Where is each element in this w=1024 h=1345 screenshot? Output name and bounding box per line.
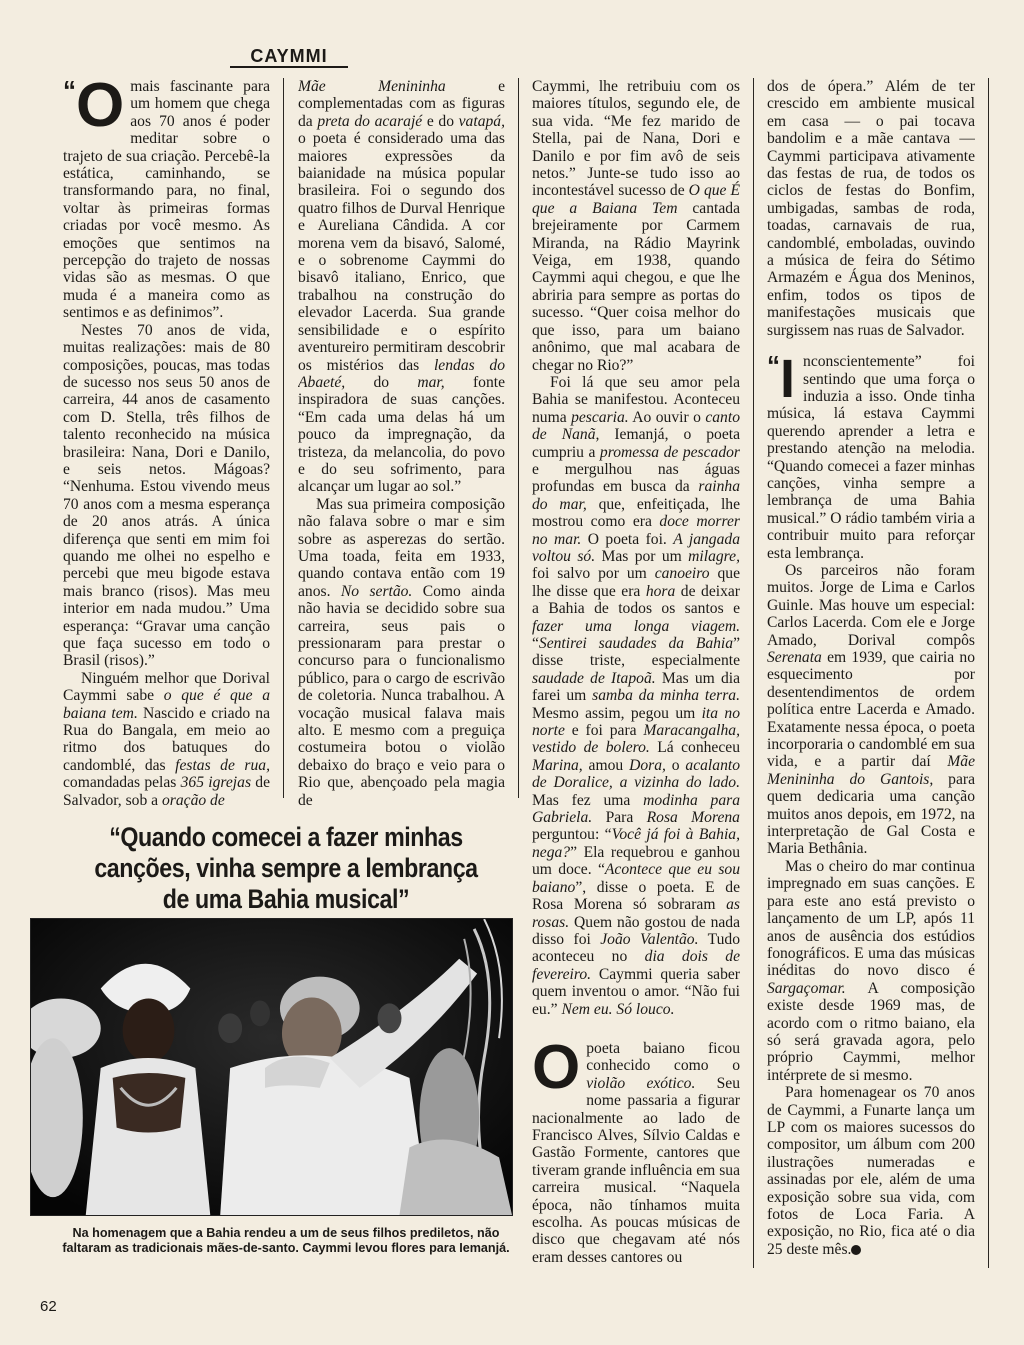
article-paragraph: Mas sua primeira composição não falava sobre o mar e sim sobre as asperezas do sertão. Uma toada, feita em 1933, quando contava então com 19 anos. No sertão. Como ainda não havia se decidido sobre sua carreira, seus pais o pressionaram para prestar o concurso para o funcionalismo público, para o cargo de escrivão de coletoria. Nunca trabalhou. A vocação musical falava mais alto. E mesmo com a preguiça costumeira botou o violão debaixo do braço e veio para o Rio que, abençoado pela magia de: [298, 495, 505, 808]
article-paragraph: Para homenagear os 70 anos de Caymmi, a Funarte lança um LP com os maiores sucessos do compositor, um álbum com 200 ilustrações numeradas e assinadas por ele, além de uma exposição sobre sua vida, com fotos de Loca Faria. A exposição, no Rio, fica até o dia 25 deste mês.: [767, 1084, 975, 1258]
article-column-2: [298, 78, 505, 808]
column-divider: [283, 78, 284, 798]
article-paragraph: “O mais fascinante para um homem que chega aos 70 anos é poder meditar sobre o trajeto de sua criação. Percebê-la estática, caminhando, se transformando para, no final, voltar às primeiras formas criadas por você mesmo. As emoções que sentimos na percepção do trajeto de nossas vidas são as mesmas. O que muda é a maneira como as sentimos e as definimos”.: [63, 78, 270, 322]
article-column-1: [63, 78, 270, 808]
photo-celebration: [30, 918, 513, 1216]
drop-cap: O: [532, 1032, 581, 1102]
column-divider: [753, 78, 754, 1268]
photo-illustration: [31, 919, 512, 1215]
article-paragraph: Os parceiros não foram muitos. Jorge de Lima e Carlos Guinle. Mas houve um especial: Carlos Lacerda. Com ele e Jorge Amado, Dorival compôs Serenata em 1939, que cairia no esquecimento por desentendimentos de ordem política entre Lacerda e Amado. Exatamente nessa época, o poeta incorporaria o candomblé em sua vida, e a partir daí Mãe Menininha do Gantois, para quem dedicaria uma canção muitos anos depois, em 1972, na interpretação de Gal Costa e Maria Bethânia.: [767, 561, 975, 858]
section-header: CAYMMI: [230, 46, 348, 68]
article-paragraph: “I nconscientemente” foi sentindo que uma força o induzia a isso. Onde tinha música, lá estava Caymmi querendo aprender a letra e prestando atenção na melodia. “Quando comecei a fazer minhas canções, vinha sempre a lembrança de uma Bahia musical.” O rádio também viria a contribuir muito para reforçar esta lembrança.: [767, 349, 975, 562]
article-column-3: [532, 78, 740, 1283]
article-paragraph: dos de ópera.” Além de ter crescido em ambiente musical em casa — o pai tocava bandolim e a mãe cantava — Caymmi participava ativamente das festas de rua, de todos os ciclos de festas do Bonfim, umbigadas, sambas de roda, toadas, carnavais de rua, candomblé, emboladas, ouvindo a música de feira do Sétimo Armazém e Água dos Meninos, enfim, todos os tipos de manifestações musicais que surgissem nas ruas de Salvador.: [767, 78, 975, 339]
article-paragraph: Nestes 70 anos de vida, muitas realizações: mais de 80 composições, poucas, mas todas de sucesso nos seus 50 anos de carreira, 44 anos de casamento com D. Stella, três filhos de talento reconhecido na música brasileira: Nana, Dori e Danilo, e seis netos. Mágoas? “Nenhuma. Estou vivendo meus 70 anos com a mesma esperança de 20 anos atrás. A única diferença que senti em mim foi quando me olhei no espelho e percebi que meu bigode estava mais branco (risos). Mas meu interior em nada mudou.” Uma esperança: “Gravar uma canção que faça sucesso em todo o Brasil (risos).”: [63, 321, 270, 670]
article-paragraph: Mas o cheiro do mar continua impregnado em suas canções. E para este ano está previsto o lançamento de um LP, após 11 anos de ausência dos estúdios fonográficos. E uma das músicas inéditas do novo disco é Sargaçomar. A composição existe desde 1969 mas, de acordo com o ritmo baiano, ela só será gravada agora, pelo próprio Caymmi, melhor intérprete de si mesmo.: [767, 857, 975, 1084]
article-paragraph: Ninguém melhor que Dorival Caymmi sabe o que é que a baiana tem. Nascido e criado na Rua do Bangala, em meio ao ritmo dos batuques do candomblé, das festas de rua, comandadas pelas 365 igrejas de Salvador, sob a oração de: [63, 669, 270, 808]
article-paragraph: Caymmi, lhe retribuiu com os maiores títulos, segundo ele, de sua vida. “Me fez marido de Stella, pai de Nana, Dori e Danilo e por fim avô de seis netos.” Junte-se tudo isso ao incontestável sucesso de O que É que a Baiana Tem cantada brejeiramente por Carmem Miranda, na Rádio Mayrink Veiga, em 1938, quando Caymmi aqui chegou, e que lhe abriria para sempre as portas do sucesso. “Quer coisa melhor do que isso, para um baiano anônimo, que mal acabara de chegar no Rio?”: [532, 78, 740, 374]
article-paragraph: O poeta baiano ficou conhecido como o violão exótico. Seu nome passaria a figurar nacionalmente ao lado de Francisco Alves, Sílvio Caldas e Gastão Formente, cantores que tiveram grande influência em sua carreira musical. “Naquela época, não tínhamos muita escolha. As poucas músicas de disco que chegavam até nós eram desses cantores ou: [532, 1032, 740, 1266]
drop-cap: “O: [63, 78, 125, 140]
page-number: 62: [40, 1298, 57, 1315]
column-divider: [518, 78, 519, 798]
column-divider: [988, 78, 989, 1268]
article-column-4: [767, 78, 975, 1283]
article-paragraph: Mãe Menininha e complementadas com as figuras da preta do acarajé e do vatapá, o poeta é considerado uma das maiores expressões da baianidade na música popular brasileira. Foi o segundo dos quatro filhos de Durval Henrique e Aureliana Cândida. A cor morena vem da bisavó, Salomé, e o sobrenome Caymmi do bisavô italiano, Enrico, que trabalhou na construção do elevador Lacerda. Sua grande sensibilidade e o espírito aventureiro permitiram descobrir os mistérios das lendas do Abaeté, do mar, fonte inspiradora de suas canções. “Em cada uma delas há um pouco da impregnação, da tristeza, da melancolia, do povo e do seu sofrimento, para alcançar um lugar ao sol.”: [298, 78, 505, 496]
article-paragraph: Foi lá que seu amor pela Bahia se manifestou. Aconteceu numa pescaria. Ao ouvir o canto de Nanã, Iemanjá, o poeta cumpriu a promessa de pescador e mergulhou nas águas profundas em busca da rainha do mar, que, enfeitiçada, lhe mostrou como era doce morrer no mar. O poeta foi. A jangada voltou só. Mas por um milagre, foi salvo por um canoeiro que lhe disse que era hora de deixar a Bahia de todos os santos e fazer uma longa viagem. “Sentirei saudades da Bahia” disse triste, especialmente saudade de Itapoã. Mas um dia farei um samba da minha terra. Mesmo assim, pegou um ita no norte e foi para Maracangalha, vestido de bolero. Lá conheceu Marina, amou Dora, o acalanto de Doralice, a vizinha do lado. Mas fez uma modinha para Gabriela. Para Rosa Morena perguntou: “Você já foi à Bahia, nega?” Ela requebrou e ganhou um doce. “Acontece que eu sou baiano”, disse o poeta. E de Rosa Morena só sobraram as rosas. Quem não gostou de nada disso foi João Valentão. Tudo aconteceu no dia dois de fevereiro. Caymmi queria saber quem inventou o amor. “Não fui eu.” Nem eu. Só louco.: [532, 373, 740, 1018]
pull-quote: “Quando comecei a fazer minhas canções, vinha sempre a lembrança de uma Bahia musical”: [94, 822, 478, 914]
photo-caption: Na homenagem que a Bahia rendeu a um de seus filhos prediletos, não faltaram as tradicionais mães-de-santo. Caymmi levou flores para Iemanjá.: [62, 1226, 510, 1255]
drop-cap: “I: [767, 349, 796, 410]
end-of-article-mark: [851, 1245, 861, 1255]
